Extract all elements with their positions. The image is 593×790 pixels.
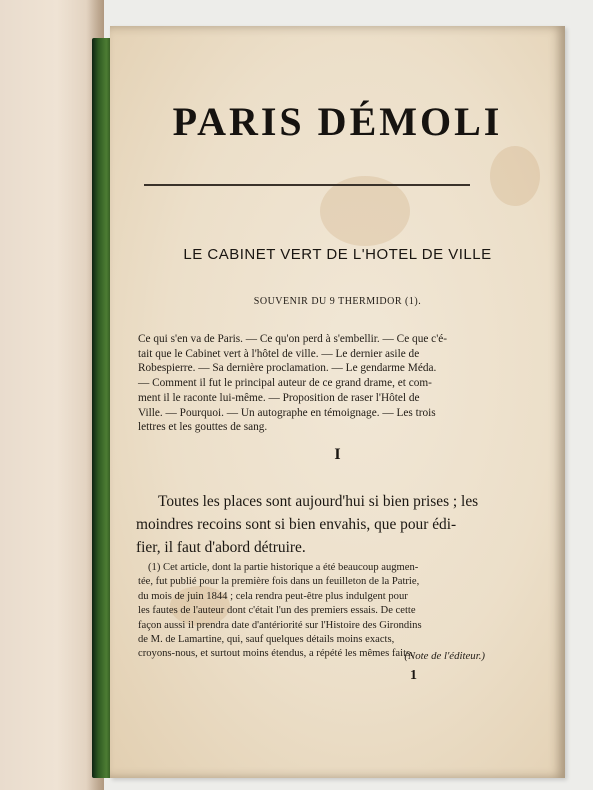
footnote-line: croyons-nous, et surtout moins étendus, a répété les mêmes faits. xyxy=(138,648,413,660)
summary-line: Ce qui s'en va de Paris. — Ce qu'on perd à s'embellir. — Ce que c'é- xyxy=(138,333,448,345)
footnote-line: (1) Cet article, dont la partie historique a été beaucoup augmen- xyxy=(148,562,419,573)
title-rule xyxy=(144,184,470,186)
chapter-summary xyxy=(138,332,482,435)
summary-line: lettres et les gouttes de sang. xyxy=(138,421,268,434)
footnote-line: du mois de juin 1844 ; cela rendra peut-être plus indulgent pour xyxy=(138,590,408,602)
page-title: PARIS DÉMOLI xyxy=(172,99,503,144)
chapter-number: I xyxy=(334,446,341,463)
summary-line: — Comment il fut le principal auteur de ce grand drame, et com- xyxy=(138,377,432,390)
footnote-line: les fautes de l'auteur dont c'était l'un des premiers essais. De cette xyxy=(138,605,416,617)
body-line: moindres recoins sont si bien envahis, que pour édi- xyxy=(136,516,457,533)
paper-stain xyxy=(490,146,540,206)
summary-line: Robespierre. — Sa dernière proclamation. — Le gendarme Méda. xyxy=(138,362,437,375)
footnote-line: façon aussi il prendra date d'antériorité sur l'Histoire des Girondins xyxy=(138,619,422,631)
editor-note: (Note de l'éditeur.) xyxy=(404,650,485,662)
body-paragraph xyxy=(136,490,486,559)
body-line: Toutes les places sont aujourd'hui si bien prises ; les xyxy=(158,493,479,510)
section-subtitle: SOUVENIR DU 9 THERMIDOR (1). xyxy=(253,296,422,307)
summary-line: ment il le raconte lui-même. — Proposition de raser l'Hôtel de xyxy=(138,391,420,404)
footnote-line: de M. de Lamartine, qui, sauf quelques détails moins exacts, xyxy=(138,634,395,646)
body-line: fier, il faut d'abord détruire. xyxy=(136,539,306,556)
footnote-line: tée, fut publié pour la première fois dans un feuilleton de la Patrie, xyxy=(138,576,420,588)
right-page xyxy=(110,26,565,778)
page-number: 1 xyxy=(410,668,417,683)
summary-line: tait que le Cabinet vert à l'hôtel de ville. — Le dernier asile de xyxy=(138,347,420,360)
section-title: LE CABINET VERT DE L'HOTEL DE VILLE xyxy=(183,246,492,263)
footnote xyxy=(138,561,484,662)
summary-line: Ville. — Pourquoi. — Un autographe en témoignage. — Les trois xyxy=(138,406,436,419)
paper-stain xyxy=(320,176,410,246)
